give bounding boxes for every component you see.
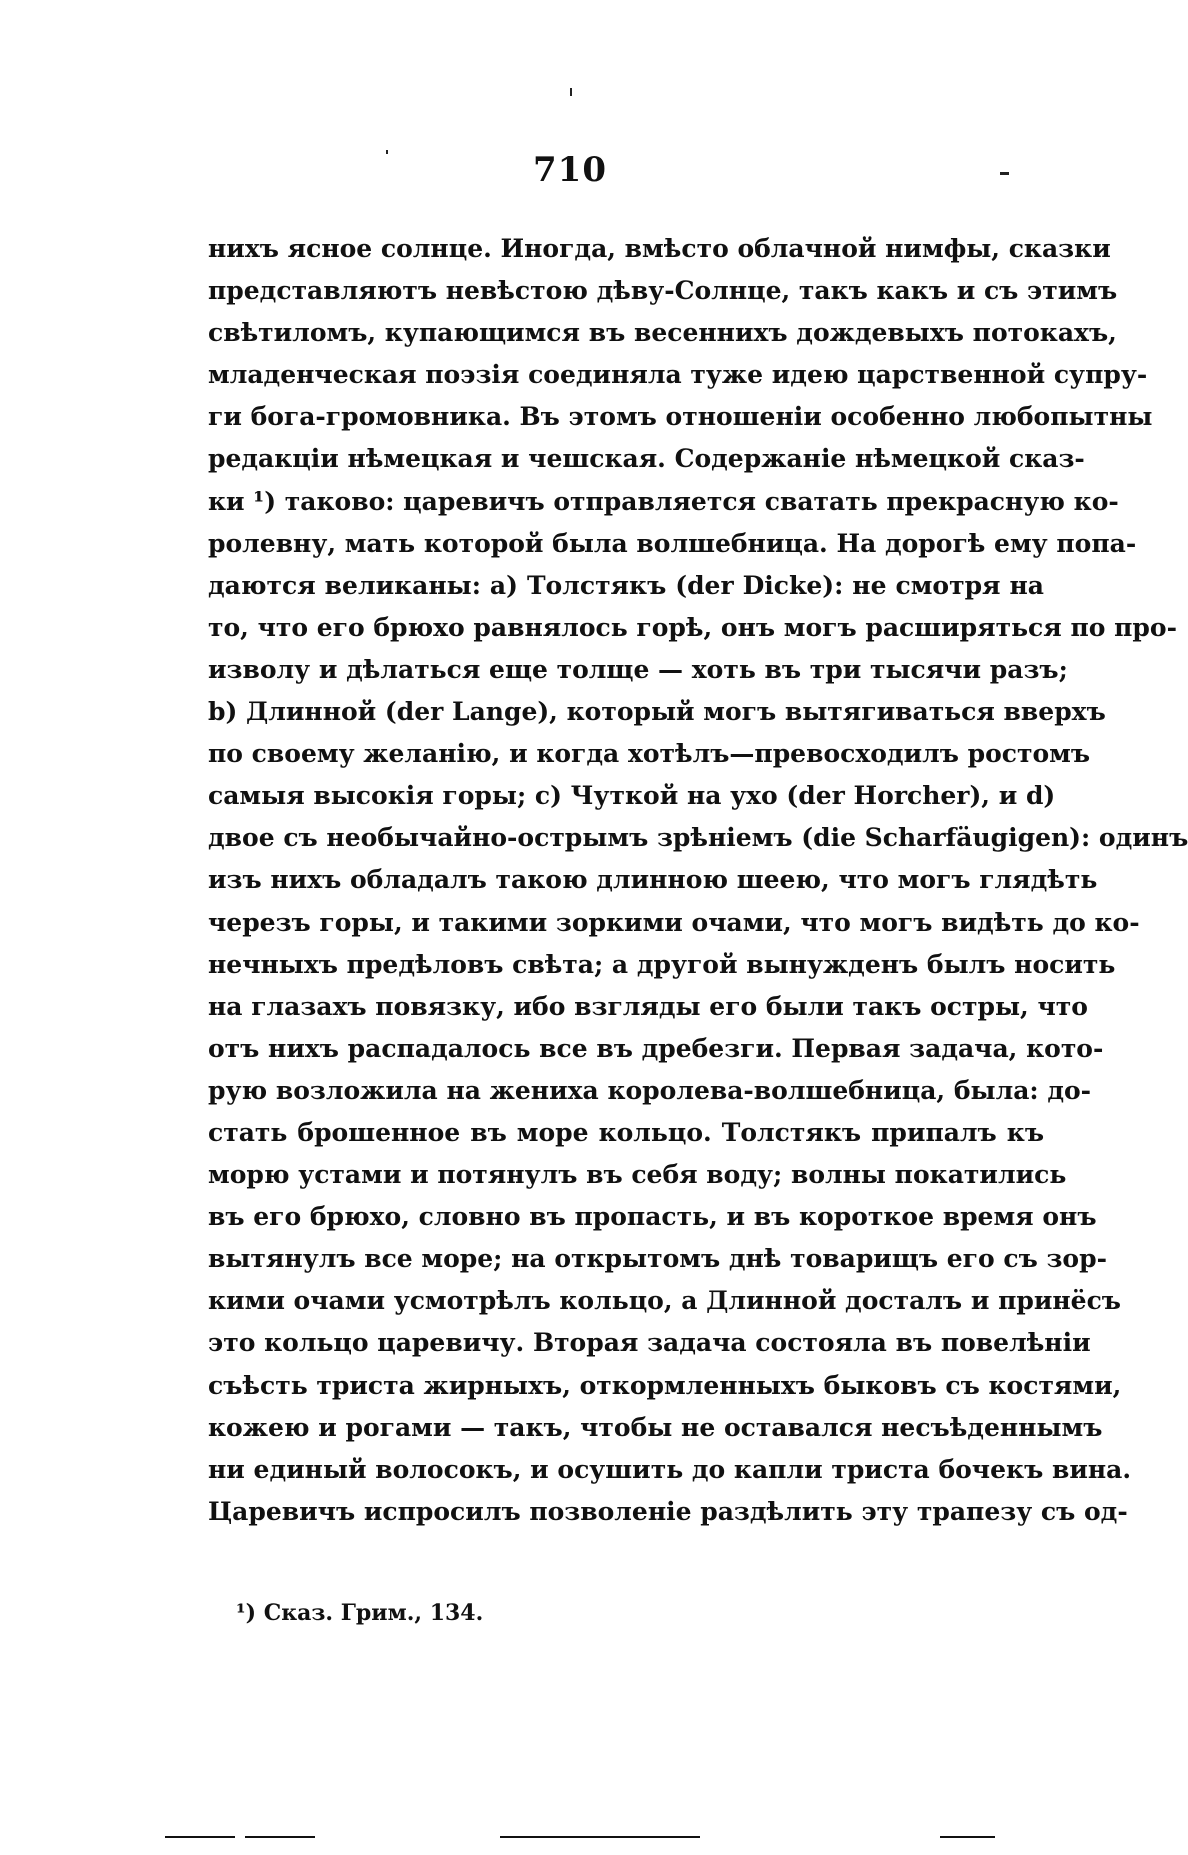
page-number: 710 bbox=[533, 150, 607, 190]
text-line: b) Длинной (der Lange), который могъ вытягиваться вверхъ bbox=[208, 697, 1106, 727]
text-line: ки ¹) таково: царевичъ отправляется сватать прекрасную ко- bbox=[208, 486, 1119, 516]
text-line: самыя высокія горы; c) Чуткой на ухо (der Horcher), и d) bbox=[208, 781, 1056, 811]
text-line: черезъ горы, и такими зоркими очами, что могъ видѣть до ко- bbox=[208, 907, 1140, 937]
text-line: нечныхъ предѣловъ свѣта; а другой вынужденъ былъ носить bbox=[208, 949, 1116, 979]
text-line: кожею и рогами — такъ, чтобы не оставался несъѣденнымъ bbox=[208, 1412, 1103, 1442]
text-line: это кольцо царевичу. Вторая задача состояла въ повелѣніи bbox=[208, 1328, 1091, 1358]
bottom-rule bbox=[500, 1836, 700, 1838]
text-line: изволу и дѣлаться еще толще — хоть въ три тысячи разъ; bbox=[208, 654, 1068, 684]
text-line: то, что его брюхо равнялось горѣ, онъ могъ расширяться по про- bbox=[208, 612, 1177, 642]
text-line: съѣсть триста жирныхъ, откормленныхъ быковъ съ костями, bbox=[208, 1370, 1122, 1400]
bottom-rule bbox=[940, 1836, 995, 1838]
text-line: морю устами и потянулъ въ себя воду; волны покатились bbox=[208, 1160, 1067, 1190]
text-line: нихъ ясное солнце. Иногда, вмѣсто облачной нимфы, сказки bbox=[208, 234, 1111, 263]
text-line: редакціи нѣмецкая и чешская. Содержаніе нѣмецкой сказ- bbox=[208, 444, 1085, 474]
text-line: ги бога-громовника. Въ этомъ отношеніи особенно любопытны bbox=[208, 402, 1153, 432]
text-line: даются великаны: a) Толстякъ (der Dicke): не смотря на bbox=[208, 570, 1044, 600]
print-speck bbox=[570, 88, 572, 96]
text-line: ролевну, мать которой была волшебница. На дорогѣ ему попа- bbox=[208, 528, 1137, 558]
text-line: представляютъ невѣстою дѣву-Солнце, такъ какъ и съ этимъ bbox=[208, 276, 1118, 306]
text-line: двое съ необычайно-острымъ зрѣніемъ (die Scharfäugigen): одинъ bbox=[208, 823, 1188, 853]
bottom-rule bbox=[245, 1836, 315, 1838]
text-line: отъ нихъ распадалось все въ дребезги. Первая задача, кото- bbox=[208, 1033, 1104, 1063]
text-line: ни единый волосокъ, и осушить до капли триста бочекъ вина. bbox=[208, 1454, 1132, 1484]
text-line: стать брошенное въ море кольцо. Толстякъ припалъ къ bbox=[208, 1117, 1044, 1147]
bottom-rule bbox=[165, 1836, 235, 1838]
text-line: младенческая поэзія соединяла туже идею царственной супру- bbox=[208, 360, 1148, 390]
text-line: кими очами усмотрѣлъ кольцо, а Длинной досталъ и принёсъ bbox=[208, 1286, 1121, 1316]
body-text bbox=[208, 228, 1188, 1533]
text-line: Царевичъ испросилъ позволеніе раздѣлить эту трапезу съ од- bbox=[208, 1496, 1128, 1526]
text-line: рую возложила на жениха королева-волшебница, была: до- bbox=[208, 1075, 1092, 1105]
footnote: ¹) Сказ. Грим., 134. bbox=[236, 1600, 484, 1626]
text-line: на глазахъ повязку, ибо взгляды его были такъ остры, что bbox=[208, 991, 1088, 1021]
text-line: свѣтиломъ, купающимся въ весеннихъ дождевыхъ потокахъ, bbox=[208, 318, 1117, 348]
text-line: изъ нихъ обладалъ такою длинною шеею, что могъ глядѣть bbox=[208, 865, 1098, 895]
text-line: вытянулъ все море; на открытомъ днѣ товарищъ его съ зор- bbox=[208, 1244, 1107, 1274]
text-line: въ его брюхо, словно въ пропасть, и въ короткое время онъ bbox=[208, 1202, 1097, 1232]
text-line: по своему желанію, и когда хотѣлъ—превосходилъ ростомъ bbox=[208, 739, 1091, 769]
